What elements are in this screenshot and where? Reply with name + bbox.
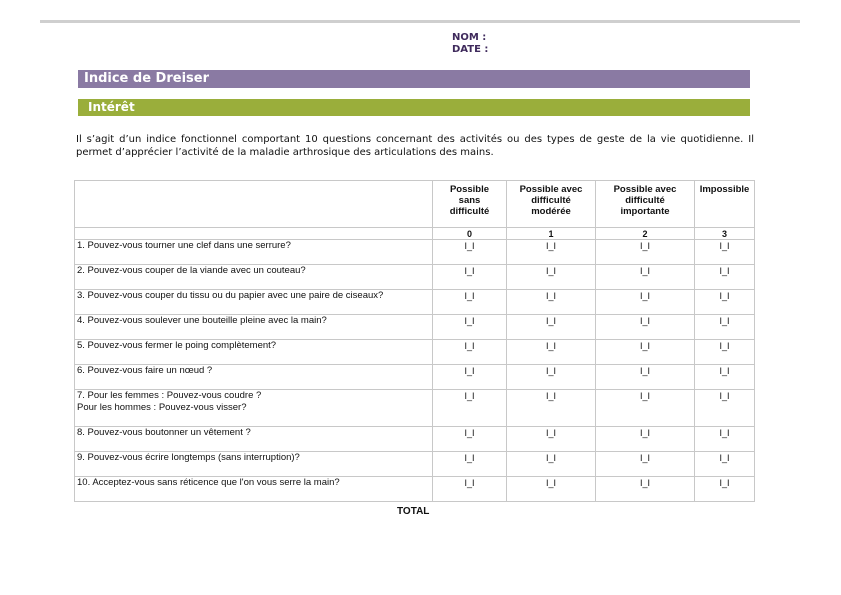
column-header-2 <box>596 181 695 228</box>
answer-checkbox-1[interactable]: I_I <box>507 240 596 265</box>
question-text <box>75 265 433 290</box>
answer-checkbox-0[interactable]: I_I <box>433 427 507 452</box>
answer-checkbox-2[interactable]: I_I <box>596 452 695 477</box>
answer-checkbox-1[interactable]: I_I <box>507 290 596 315</box>
answer-checkbox-3[interactable]: I_I <box>695 477 755 502</box>
identity-block <box>452 32 488 56</box>
question-line: 9. Pouvez-vous écrire longtemps (sans interruption)? <box>77 452 300 463</box>
question-row <box>75 315 755 340</box>
answer-checkbox-3[interactable]: I_I <box>695 265 755 290</box>
answer-checkbox-2[interactable]: I_I <box>596 265 695 290</box>
question-line: 4. Pouvez-vous soulever une bouteille pleine avec la main? <box>77 315 327 326</box>
question-line: 10. Acceptez-vous sans réticence que l'on vous serre la main? <box>77 477 340 488</box>
question-row <box>75 390 755 427</box>
question-line: 1. Pouvez-vous tourner une clef dans une serrure? <box>77 240 291 251</box>
answer-checkbox-2[interactable]: I_I <box>596 477 695 502</box>
question-line: 7. Pour les femmes : Pouvez-vous coudre ? <box>77 390 262 401</box>
header-empty-cell <box>75 181 433 228</box>
answer-checkbox-0[interactable]: I_I <box>433 265 507 290</box>
column-header-0 <box>433 181 507 228</box>
column-header-line: Possible <box>449 184 490 195</box>
answer-checkbox-3[interactable]: I_I <box>695 340 755 365</box>
answer-checkbox-0[interactable]: I_I <box>433 340 507 365</box>
column-header-line: sans <box>458 195 481 206</box>
column-header-line: Impossible <box>699 184 750 195</box>
question-text <box>75 290 433 315</box>
answer-checkbox-1[interactable]: I_I <box>507 427 596 452</box>
question-line: Pour les hommes : Pouvez-vous visser? <box>77 402 247 413</box>
questionnaire-table <box>74 180 755 502</box>
answer-checkbox-2[interactable]: I_I <box>596 390 695 427</box>
question-row <box>75 427 755 452</box>
answer-checkbox-2[interactable]: I_I <box>596 290 695 315</box>
question-text <box>75 390 433 427</box>
score-0: 0 <box>433 228 507 240</box>
answer-checkbox-2[interactable]: I_I <box>596 340 695 365</box>
header-row <box>75 181 755 228</box>
date-label: DATE : <box>452 44 489 55</box>
answer-checkbox-1[interactable]: I_I <box>507 315 596 340</box>
answer-checkbox-0[interactable]: I_I <box>433 365 507 390</box>
answer-checkbox-3[interactable]: I_I <box>695 240 755 265</box>
column-header-line: difficulté <box>449 206 490 217</box>
column-header-line: importante <box>620 206 670 217</box>
answer-checkbox-1[interactable]: I_I <box>507 340 596 365</box>
question-line: 8. Pouvez-vous boutonner un vêtement ? <box>77 427 251 438</box>
answer-checkbox-3[interactable]: I_I <box>695 390 755 427</box>
column-header-3 <box>695 181 755 228</box>
question-line: 6. Pouvez-vous faire un nœud ? <box>77 365 213 376</box>
question-row <box>75 240 755 265</box>
answer-checkbox-3[interactable]: I_I <box>695 365 755 390</box>
answer-checkbox-0[interactable]: I_I <box>433 477 507 502</box>
answer-checkbox-2[interactable]: I_I <box>596 427 695 452</box>
answer-checkbox-3[interactable]: I_I <box>695 452 755 477</box>
score-1: 1 <box>507 228 596 240</box>
answer-checkbox-0[interactable]: I_I <box>433 240 507 265</box>
answer-checkbox-3[interactable]: I_I <box>695 315 755 340</box>
score-2: 2 <box>596 228 695 240</box>
answer-checkbox-2[interactable]: I_I <box>596 365 695 390</box>
column-header-line: difficulté <box>531 195 571 206</box>
subsection-title: Intérêt <box>78 99 750 116</box>
question-text <box>75 427 433 452</box>
answer-checkbox-1[interactable]: I_I <box>507 452 596 477</box>
section-title: Indice de Dreiser <box>78 70 750 88</box>
answer-checkbox-1[interactable]: I_I <box>507 365 596 390</box>
question-row <box>75 265 755 290</box>
question-row <box>75 290 755 315</box>
column-header-line: Possible avec <box>613 184 677 195</box>
score-row <box>75 228 755 240</box>
answer-checkbox-0[interactable]: I_I <box>433 452 507 477</box>
question-row <box>75 365 755 390</box>
question-row <box>75 452 755 477</box>
answer-checkbox-0[interactable]: I_I <box>433 390 507 427</box>
question-line: 3. Pouvez-vous couper du tissu ou du papier avec une paire de ciseaux? <box>77 290 384 301</box>
total-label: TOTAL <box>397 506 430 517</box>
answer-checkbox-1[interactable]: I_I <box>507 390 596 427</box>
answer-checkbox-2[interactable]: I_I <box>596 240 695 265</box>
question-line: 5. Pouvez-vous fermer le poing complètement? <box>77 340 277 351</box>
question-text <box>75 240 433 265</box>
answer-checkbox-1[interactable]: I_I <box>507 477 596 502</box>
column-header-line: Possible avec <box>519 184 583 195</box>
question-row <box>75 477 755 502</box>
answer-checkbox-1[interactable]: I_I <box>507 265 596 290</box>
score-3: 3 <box>695 228 755 240</box>
question-text <box>75 452 433 477</box>
question-text <box>75 315 433 340</box>
column-header-line: difficulté <box>625 195 665 206</box>
answer-checkbox-3[interactable]: I_I <box>695 427 755 452</box>
question-row <box>75 340 755 365</box>
answer-checkbox-0[interactable]: I_I <box>433 315 507 340</box>
column-header-1 <box>507 181 596 228</box>
intro-paragraph: Il s’agit d’un indice fonctionnel comportant 10 questions concernant des activités ou des types de geste de la vie quotidienne. Il permet d’apprécier l’activité de la maladie arthrosique des articulations des mains. <box>76 134 754 158</box>
question-line: 2. Pouvez-vous couper de la viande avec un couteau? <box>77 265 306 276</box>
question-text <box>75 365 433 390</box>
page-top-rule <box>40 20 800 23</box>
answer-checkbox-0[interactable]: I_I <box>433 290 507 315</box>
nom-label: NOM : <box>452 32 487 43</box>
column-header-line: modérée <box>531 206 571 217</box>
question-text <box>75 477 433 502</box>
question-text <box>75 340 433 365</box>
score-empty-cell <box>75 228 433 240</box>
answer-checkbox-2[interactable]: I_I <box>596 315 695 340</box>
answer-checkbox-3[interactable]: I_I <box>695 290 755 315</box>
